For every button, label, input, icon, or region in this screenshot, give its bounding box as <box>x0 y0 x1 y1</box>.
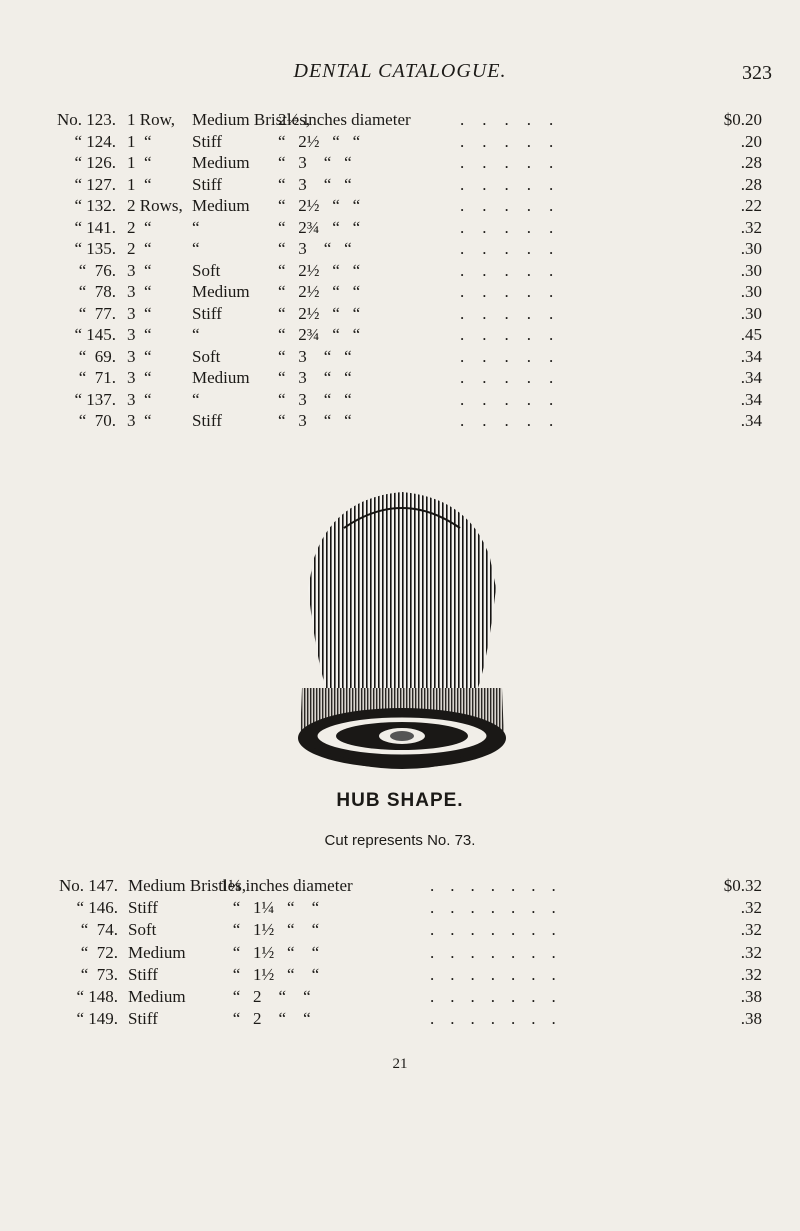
diameter: “ 2½ “ “ <box>278 260 361 280</box>
figure-caption: HUB SHAPE. <box>336 790 464 811</box>
row-count: 2 Rows, <box>127 196 183 215</box>
diameter: 1¼ inches diameter <box>220 876 353 895</box>
item-number: “ 73. <box>80 964 118 984</box>
bristle-type: Soft <box>192 346 221 366</box>
diameter: “ 3 “ “ <box>278 389 352 409</box>
price: .32 <box>740 898 762 918</box>
row-count: 3 “ <box>127 389 152 409</box>
leader-dots: ....... <box>430 964 572 984</box>
item-number: “ 126. <box>74 153 116 172</box>
table-row <box>0 1009 800 1031</box>
item-number: “ 69. <box>78 346 116 366</box>
item-number: “ 137. <box>74 389 116 409</box>
table-row <box>0 175 800 197</box>
bristle-type: “ <box>192 325 200 344</box>
row-count: 3 “ <box>127 303 152 323</box>
leader-dots: ....... <box>430 942 572 962</box>
table-row <box>0 368 800 390</box>
table-row <box>0 110 800 132</box>
row-count: 3 “ <box>127 411 152 430</box>
item-number: “ 77. <box>78 303 116 323</box>
leader-dots: ..... <box>460 239 572 258</box>
table-row <box>0 218 800 240</box>
table-row <box>0 987 800 1009</box>
row-count: 3 “ <box>127 346 152 366</box>
leader-dots: ..... <box>460 153 572 172</box>
leader-dots: ....... <box>430 920 572 940</box>
price: .34 <box>740 411 762 430</box>
leader-dots: ..... <box>460 196 572 215</box>
bristle-type: Stiff <box>192 131 222 151</box>
table-row <box>0 239 800 261</box>
table-row <box>0 196 800 218</box>
leader-dots: ..... <box>460 131 572 151</box>
price: .32 <box>740 217 762 237</box>
price: .32 <box>740 920 762 940</box>
bristle-type: Medium <box>128 986 186 1006</box>
price: .32 <box>740 964 762 984</box>
item-number: “ 74. <box>80 920 118 940</box>
item-number: “ 71. <box>78 368 116 387</box>
item-number: “ 149. <box>76 1009 118 1029</box>
bristle-type: Medium <box>128 942 186 962</box>
diameter: “ 3 “ “ <box>278 411 352 430</box>
figure-subcaption: Cut represents No. 73. <box>324 832 476 849</box>
diameter: “ 2¾ “ “ <box>278 217 361 237</box>
row-count: 1 “ <box>127 131 152 151</box>
price: .38 <box>740 986 762 1006</box>
diameter: “ 1¼ “ “ <box>220 898 320 918</box>
row-count: 3 “ <box>127 260 152 280</box>
bristle-type: Stiff <box>192 411 222 430</box>
brush-table-rows <box>0 110 800 433</box>
row-count: 1 “ <box>127 174 152 194</box>
item-number: “ 127. <box>74 174 116 194</box>
item-number: “ 124. <box>74 131 116 151</box>
leader-dots: ....... <box>430 898 572 918</box>
diameter: “ 2½ “ “ <box>278 196 361 215</box>
item-number: “ 145. <box>74 325 116 344</box>
price: .20 <box>740 131 762 151</box>
price: $0.32 <box>723 876 762 895</box>
row-count: 3 “ <box>127 282 152 301</box>
item-number: No. 147. <box>58 876 118 895</box>
bristle-type: Medium <box>192 153 250 172</box>
leader-dots: ..... <box>460 325 572 344</box>
row-count: 3 “ <box>127 368 152 387</box>
item-number: “ 132. <box>74 196 116 215</box>
table-row <box>0 390 800 412</box>
bristle-type: Stiff <box>128 898 158 918</box>
item-number: “ 135. <box>74 239 116 258</box>
leader-dots: ..... <box>460 282 572 301</box>
leader-dots: ..... <box>460 303 572 323</box>
bristle-type: Stiff <box>128 964 158 984</box>
item-number: “ 141. <box>74 217 116 237</box>
diameter: 2½ inches diameter <box>278 110 411 129</box>
price: .28 <box>740 153 762 172</box>
price: .30 <box>740 239 762 258</box>
item-number: “ 146. <box>76 898 118 918</box>
table-row <box>0 943 800 965</box>
diameter: “ 3 “ “ <box>278 346 352 366</box>
row-count: 2 “ <box>127 217 152 237</box>
row-count: 1 Row, <box>127 110 176 129</box>
signature-number: 21 <box>392 1056 408 1072</box>
diameter: “ 2¾ “ “ <box>278 325 361 344</box>
table-row <box>0 153 800 175</box>
page-number: 323 <box>742 62 772 84</box>
price: .32 <box>740 942 762 962</box>
leader-dots: ..... <box>460 368 572 387</box>
diameter: “ 2½ “ “ <box>278 282 361 301</box>
diameter: “ 3 “ “ <box>278 174 352 194</box>
bristle-type: “ <box>192 239 200 258</box>
bristle-type: Medium Bristles, <box>128 876 247 895</box>
price: .30 <box>740 303 762 323</box>
table-row <box>0 965 800 987</box>
diameter: “ 1½ “ “ <box>220 964 320 984</box>
bristle-type: Stiff <box>192 174 222 194</box>
bristle-type: Medium Bristles, <box>192 110 311 129</box>
diameter: “ 2½ “ “ <box>278 131 361 151</box>
item-number: “ 78. <box>78 282 116 301</box>
catalogue-title: DENTAL CATALOGUE. <box>293 60 507 82</box>
leader-dots: ....... <box>430 986 572 1006</box>
diameter: “ 3 “ “ <box>278 153 352 172</box>
brush-table-sizes <box>0 876 800 1031</box>
leader-dots: ..... <box>460 217 572 237</box>
price: .34 <box>740 368 762 387</box>
price: .30 <box>740 282 762 301</box>
leader-dots: ..... <box>460 260 572 280</box>
price: .30 <box>740 260 762 280</box>
table-row <box>0 920 800 942</box>
table-row <box>0 898 800 920</box>
row-count: 2 “ <box>127 239 152 258</box>
item-number: No. 123. <box>56 110 116 129</box>
row-count: 3 “ <box>127 325 152 344</box>
price: .22 <box>740 196 762 215</box>
bristle-type: Stiff <box>128 1009 158 1029</box>
price: .34 <box>740 389 762 409</box>
table-row <box>0 325 800 347</box>
bristle-type: Medium <box>192 196 250 215</box>
table-row <box>0 132 800 154</box>
item-number: “ 76. <box>78 260 116 280</box>
diameter: “ 2 “ “ <box>220 1009 311 1029</box>
row-count: 1 “ <box>127 153 152 172</box>
table-row <box>0 304 800 326</box>
leader-dots: ..... <box>460 389 572 409</box>
bristle-type: “ <box>192 217 200 237</box>
table-row <box>0 282 800 304</box>
bristle-type: Medium <box>192 368 250 387</box>
price: .38 <box>740 1009 762 1029</box>
price: $0.20 <box>723 110 762 129</box>
table-row <box>0 876 800 898</box>
diameter: “ 2½ “ “ <box>278 303 361 323</box>
bristle-type: “ <box>192 389 200 409</box>
item-number: “ 72. <box>80 942 118 962</box>
hub-shape-brush-illustration <box>274 488 530 784</box>
leader-dots: ..... <box>460 346 572 366</box>
diameter: “ 3 “ “ <box>278 368 352 387</box>
leader-dots: ..... <box>460 411 572 430</box>
table-row <box>0 261 800 283</box>
diameter: “ 1½ “ “ <box>220 942 320 962</box>
price: .28 <box>740 174 762 194</box>
leader-dots: ....... <box>430 1009 572 1029</box>
leader-dots: ....... <box>430 876 572 895</box>
diameter: “ 3 “ “ <box>278 239 352 258</box>
leader-dots: ..... <box>460 110 572 129</box>
item-number: “ 148. <box>76 986 118 1006</box>
leader-dots: ..... <box>460 174 572 194</box>
table-row <box>0 347 800 369</box>
diameter: “ 2 “ “ <box>220 986 311 1006</box>
price: .34 <box>740 346 762 366</box>
item-number: “ 70. <box>78 411 116 430</box>
bristle-type: Soft <box>128 920 157 940</box>
diameter: “ 1½ “ “ <box>220 920 320 940</box>
bristle-type: Stiff <box>192 303 222 323</box>
bristle-type: Soft <box>192 260 221 280</box>
bristle-type: Medium <box>192 282 250 301</box>
table-row <box>0 411 800 433</box>
price: .45 <box>740 325 762 344</box>
